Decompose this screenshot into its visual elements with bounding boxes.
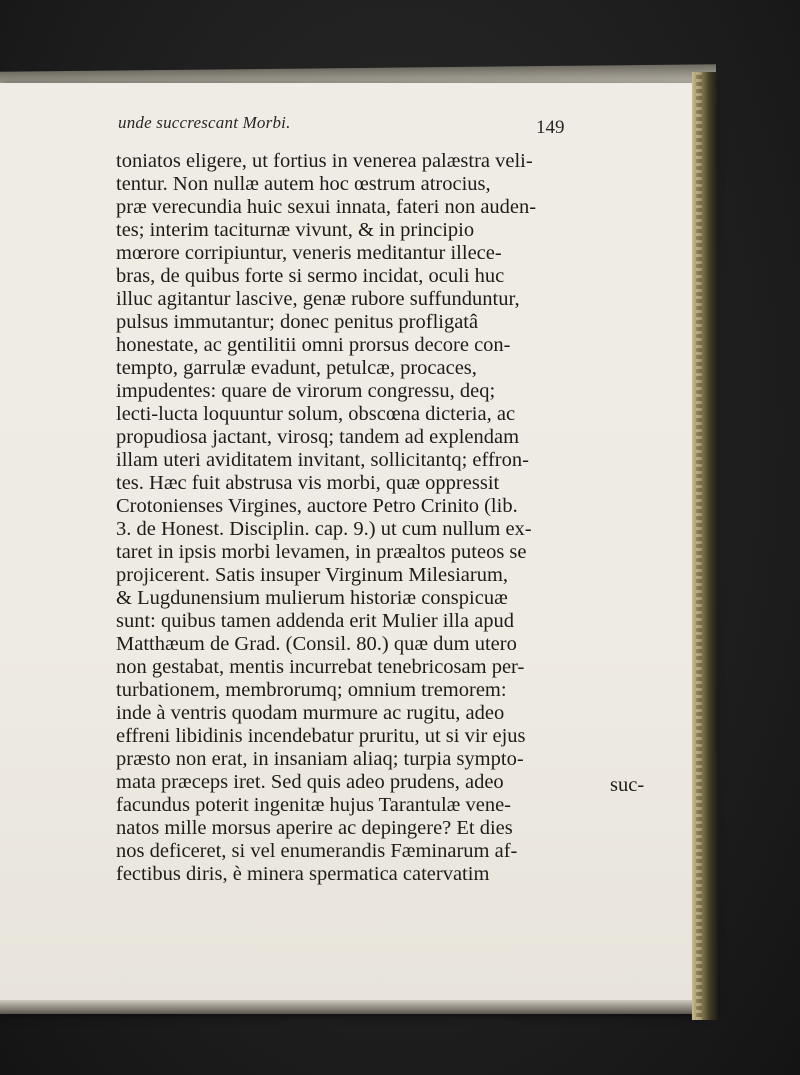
text-line: taret in ipsis morbi levamen, in præaltos puteos se bbox=[116, 541, 527, 563]
text-line: propudiosa jactant, virosq; tandem ad explendam bbox=[116, 426, 520, 448]
text-line: bras, de quibus forte si sermo incidat, oculi huc bbox=[116, 265, 505, 287]
text-line: Crotonienses Virgines, auctore Petro Crinito (lib. bbox=[116, 495, 518, 517]
text-line: lecti-lucta loquuntur solum, obscœna dicteria, ac bbox=[116, 403, 516, 425]
page-bottom-edge bbox=[0, 1000, 716, 1014]
text-line: sunt: quibus tamen addenda erit Mulier illa apud bbox=[116, 610, 514, 632]
text-line: mata præceps iret. Sed quis adeo prudens, adeo bbox=[116, 771, 504, 793]
text-line: & Lugdunensium mulierum historiæ conspicuæ bbox=[116, 587, 508, 609]
text-line: tempto, garrulæ evadunt, petulcæ, procaces, bbox=[116, 357, 477, 379]
text-line: tes; interim taciturnæ vivunt, & in principio bbox=[116, 219, 475, 241]
running-head: unde succrescant Morbi. bbox=[118, 113, 291, 132]
text-line: turbationem, membrorumq; omnium tremorem: bbox=[116, 679, 507, 701]
text-line: mœrore corripiuntur, veneris meditantur illece- bbox=[116, 242, 502, 264]
text-line: effreni libidinis incendebatur pruritu, ut si vir ejus bbox=[116, 725, 526, 747]
text-line: inde à ventris quodam murmure ac rugitu, adeo bbox=[116, 702, 505, 724]
text-line: projicerent. Satis insuper Virginum Milesiarum, bbox=[116, 564, 509, 586]
text-line: illuc agitantur lascive, genæ rubore suffunduntur, bbox=[116, 288, 520, 310]
body-text bbox=[116, 150, 676, 886]
text-line: nos deficeret, si vel enumerandis Fæminarum af- bbox=[116, 840, 518, 862]
text-line: præsto non erat, in insaniam aliaq; turpia sympto- bbox=[116, 748, 524, 770]
text-line: tentur. Non nullæ autem hoc œstrum atrocius, bbox=[116, 173, 491, 195]
text-line: præ verecundia huic sexui innata, fateri non auden- bbox=[116, 196, 537, 218]
text-line: facundus poterit ingenitæ hujus Tarantulæ vene- bbox=[116, 794, 512, 816]
text-line: 3. de Honest. Disciplin. cap. 9.) ut cum nullum ex- bbox=[116, 518, 532, 540]
text-line: Matthæum de Grad. (Consil. 80.) quæ dum utero bbox=[116, 633, 517, 655]
catchword: suc- bbox=[610, 774, 645, 796]
text-line: impudentes: quare de virorum congressu, deq; bbox=[116, 380, 496, 402]
text-line: toniatos eligere, ut fortius in venerea palæstra veli- bbox=[116, 150, 533, 172]
page-number: 149 bbox=[536, 117, 565, 138]
page-header bbox=[118, 113, 578, 143]
text-line: tes. Hæc fuit abstrusa vis morbi, quæ oppressit bbox=[116, 472, 500, 494]
text-line: illam uteri aviditatem invitant, sollicitantq; effron- bbox=[116, 449, 529, 471]
book-spine bbox=[692, 72, 718, 1020]
text-line: natos mille morsus aperire ac depingere? Et dies bbox=[116, 817, 513, 839]
text-line: pulsus immutantur; donec penitus profligatâ bbox=[116, 311, 479, 333]
text-line: fectibus diris, è minera spermatica catervatim bbox=[116, 863, 490, 885]
text-line: honestate, ac gentilitii omni prorsus decore con- bbox=[116, 334, 511, 356]
text-line: non gestabat, mentis incurrebat tenebricosam per- bbox=[116, 656, 525, 678]
